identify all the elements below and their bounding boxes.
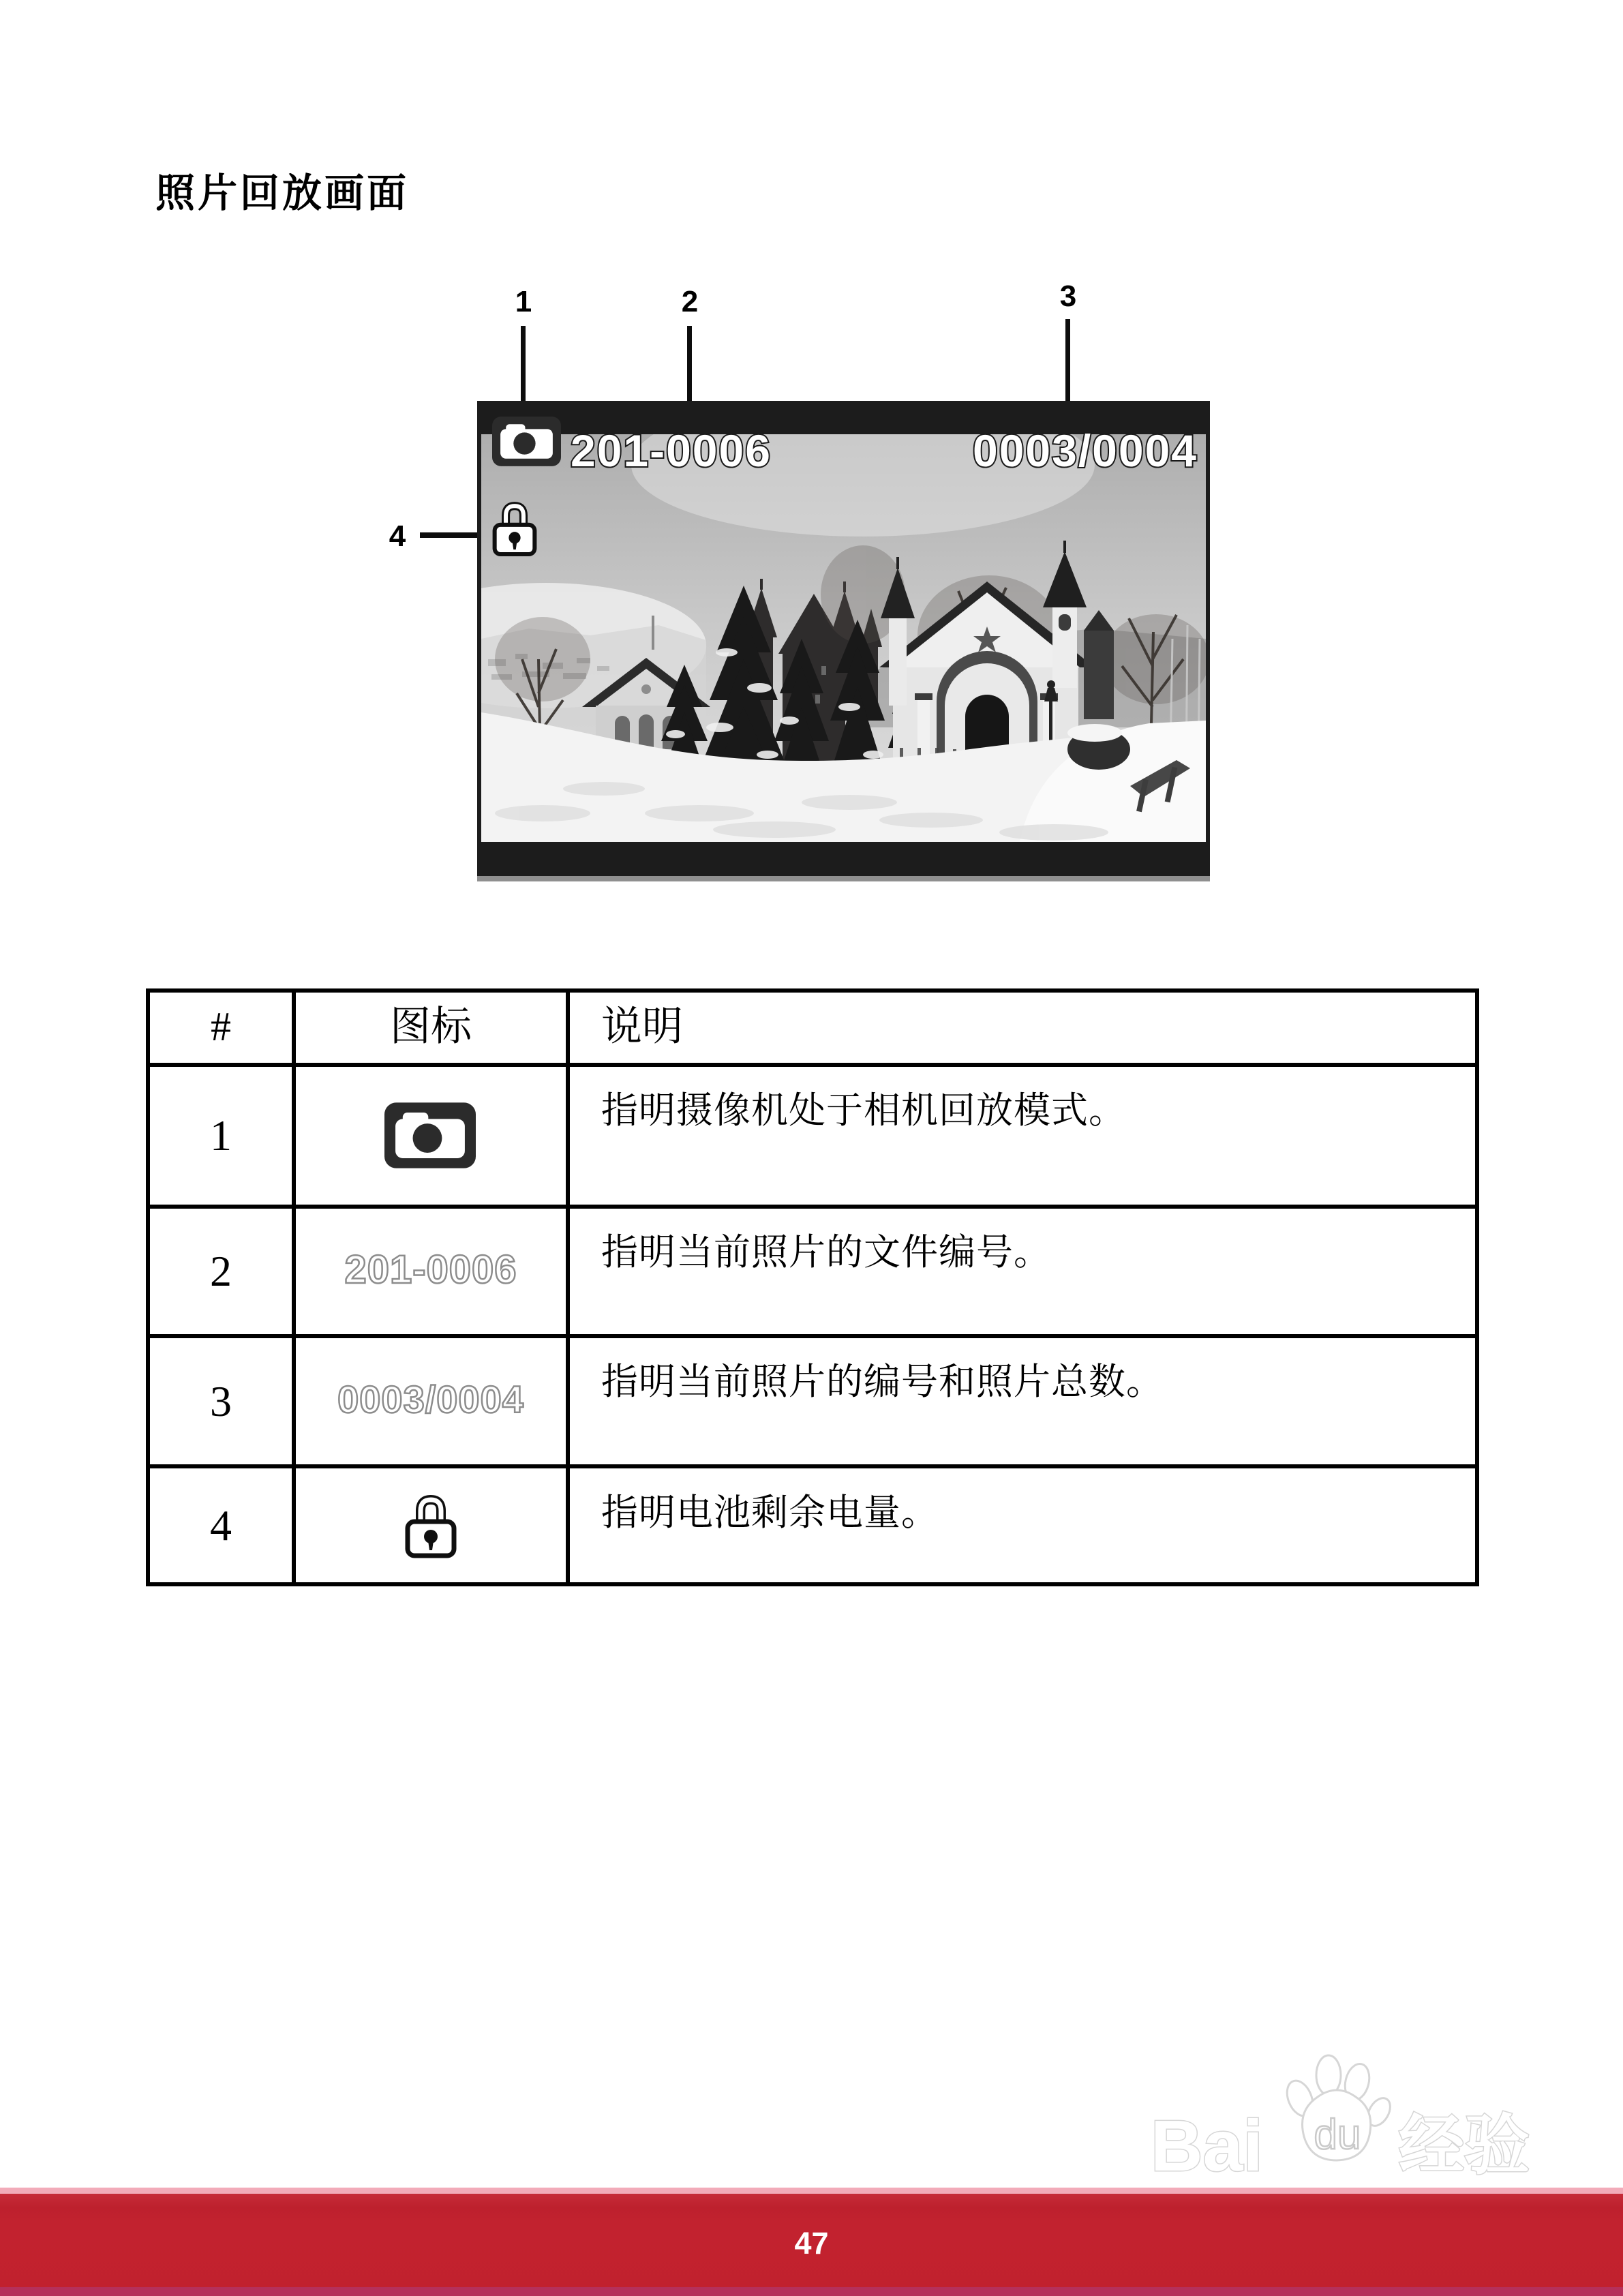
- baidu-paw-icon: [1282, 2055, 1395, 2160]
- table-header-number: #: [211, 1004, 231, 1049]
- photo-counter-sample: [296, 1369, 566, 1433]
- table-row-description: 指明电池剩余电量。: [601, 1492, 939, 1533]
- watermark-brand-text: Bai: [1151, 2106, 1263, 2186]
- file-number-sample: [296, 1238, 566, 1302]
- playback-photo: [481, 434, 1206, 842]
- lock-icon: [397, 1493, 464, 1558]
- callout-label-2: 2: [681, 285, 699, 318]
- photo-counter: 0003/0004: [973, 425, 1198, 476]
- table-row-description: 指明当前照片的文件编号。: [601, 1232, 1051, 1273]
- table-row-number: 2: [210, 1247, 232, 1295]
- icon-explanation-table: [146, 988, 1479, 1586]
- table-row-number: 4: [210, 1501, 232, 1550]
- svg-text:201-0006: 201-0006: [344, 1248, 517, 1292]
- table-header-description: 说明: [601, 1004, 683, 1049]
- footer-pink-strip: [0, 2188, 1623, 2194]
- table-row-number: 1: [210, 1111, 232, 1160]
- table-header-icon: 图标: [390, 1004, 472, 1049]
- table-row-number: 3: [210, 1377, 232, 1425]
- winter-scene-image: [481, 434, 1206, 842]
- callout-label-1: 1: [515, 285, 532, 318]
- page-title: 照片回放画面: [155, 171, 410, 215]
- file-number: 201-0006: [571, 425, 772, 476]
- camera-playback-icon: [492, 417, 561, 466]
- watermark-paw-text: du: [1314, 2111, 1361, 2158]
- camera-screen-mockup: [477, 401, 1210, 881]
- callout-label-3: 3: [1059, 280, 1077, 313]
- table-row-description: 指明当前照片的编号和照片总数。: [601, 1361, 1164, 1402]
- table-line: [566, 993, 570, 1582]
- footer-bar: [0, 2194, 1623, 2296]
- table-line: [150, 1063, 1475, 1067]
- screen-bottom-strip: [477, 876, 1210, 881]
- lock-icon: [489, 500, 541, 557]
- watermark-suffix-text: 经验: [1399, 2109, 1530, 2182]
- table-row-description: 指明摄像机处于相机回放模式。: [601, 1090, 1126, 1131]
- svg-text:0003/0004: 0003/0004: [337, 1378, 524, 1421]
- camera-icon: [384, 1102, 476, 1168]
- status-bar: [477, 401, 1210, 489]
- callout-label-4: 4: [389, 519, 406, 553]
- footer-bottom-strip: [0, 2287, 1623, 2296]
- table-line: [150, 1334, 1475, 1338]
- table-line: [150, 1464, 1475, 1468]
- table-line: [150, 1205, 1475, 1209]
- page-number: 47: [794, 2226, 829, 2261]
